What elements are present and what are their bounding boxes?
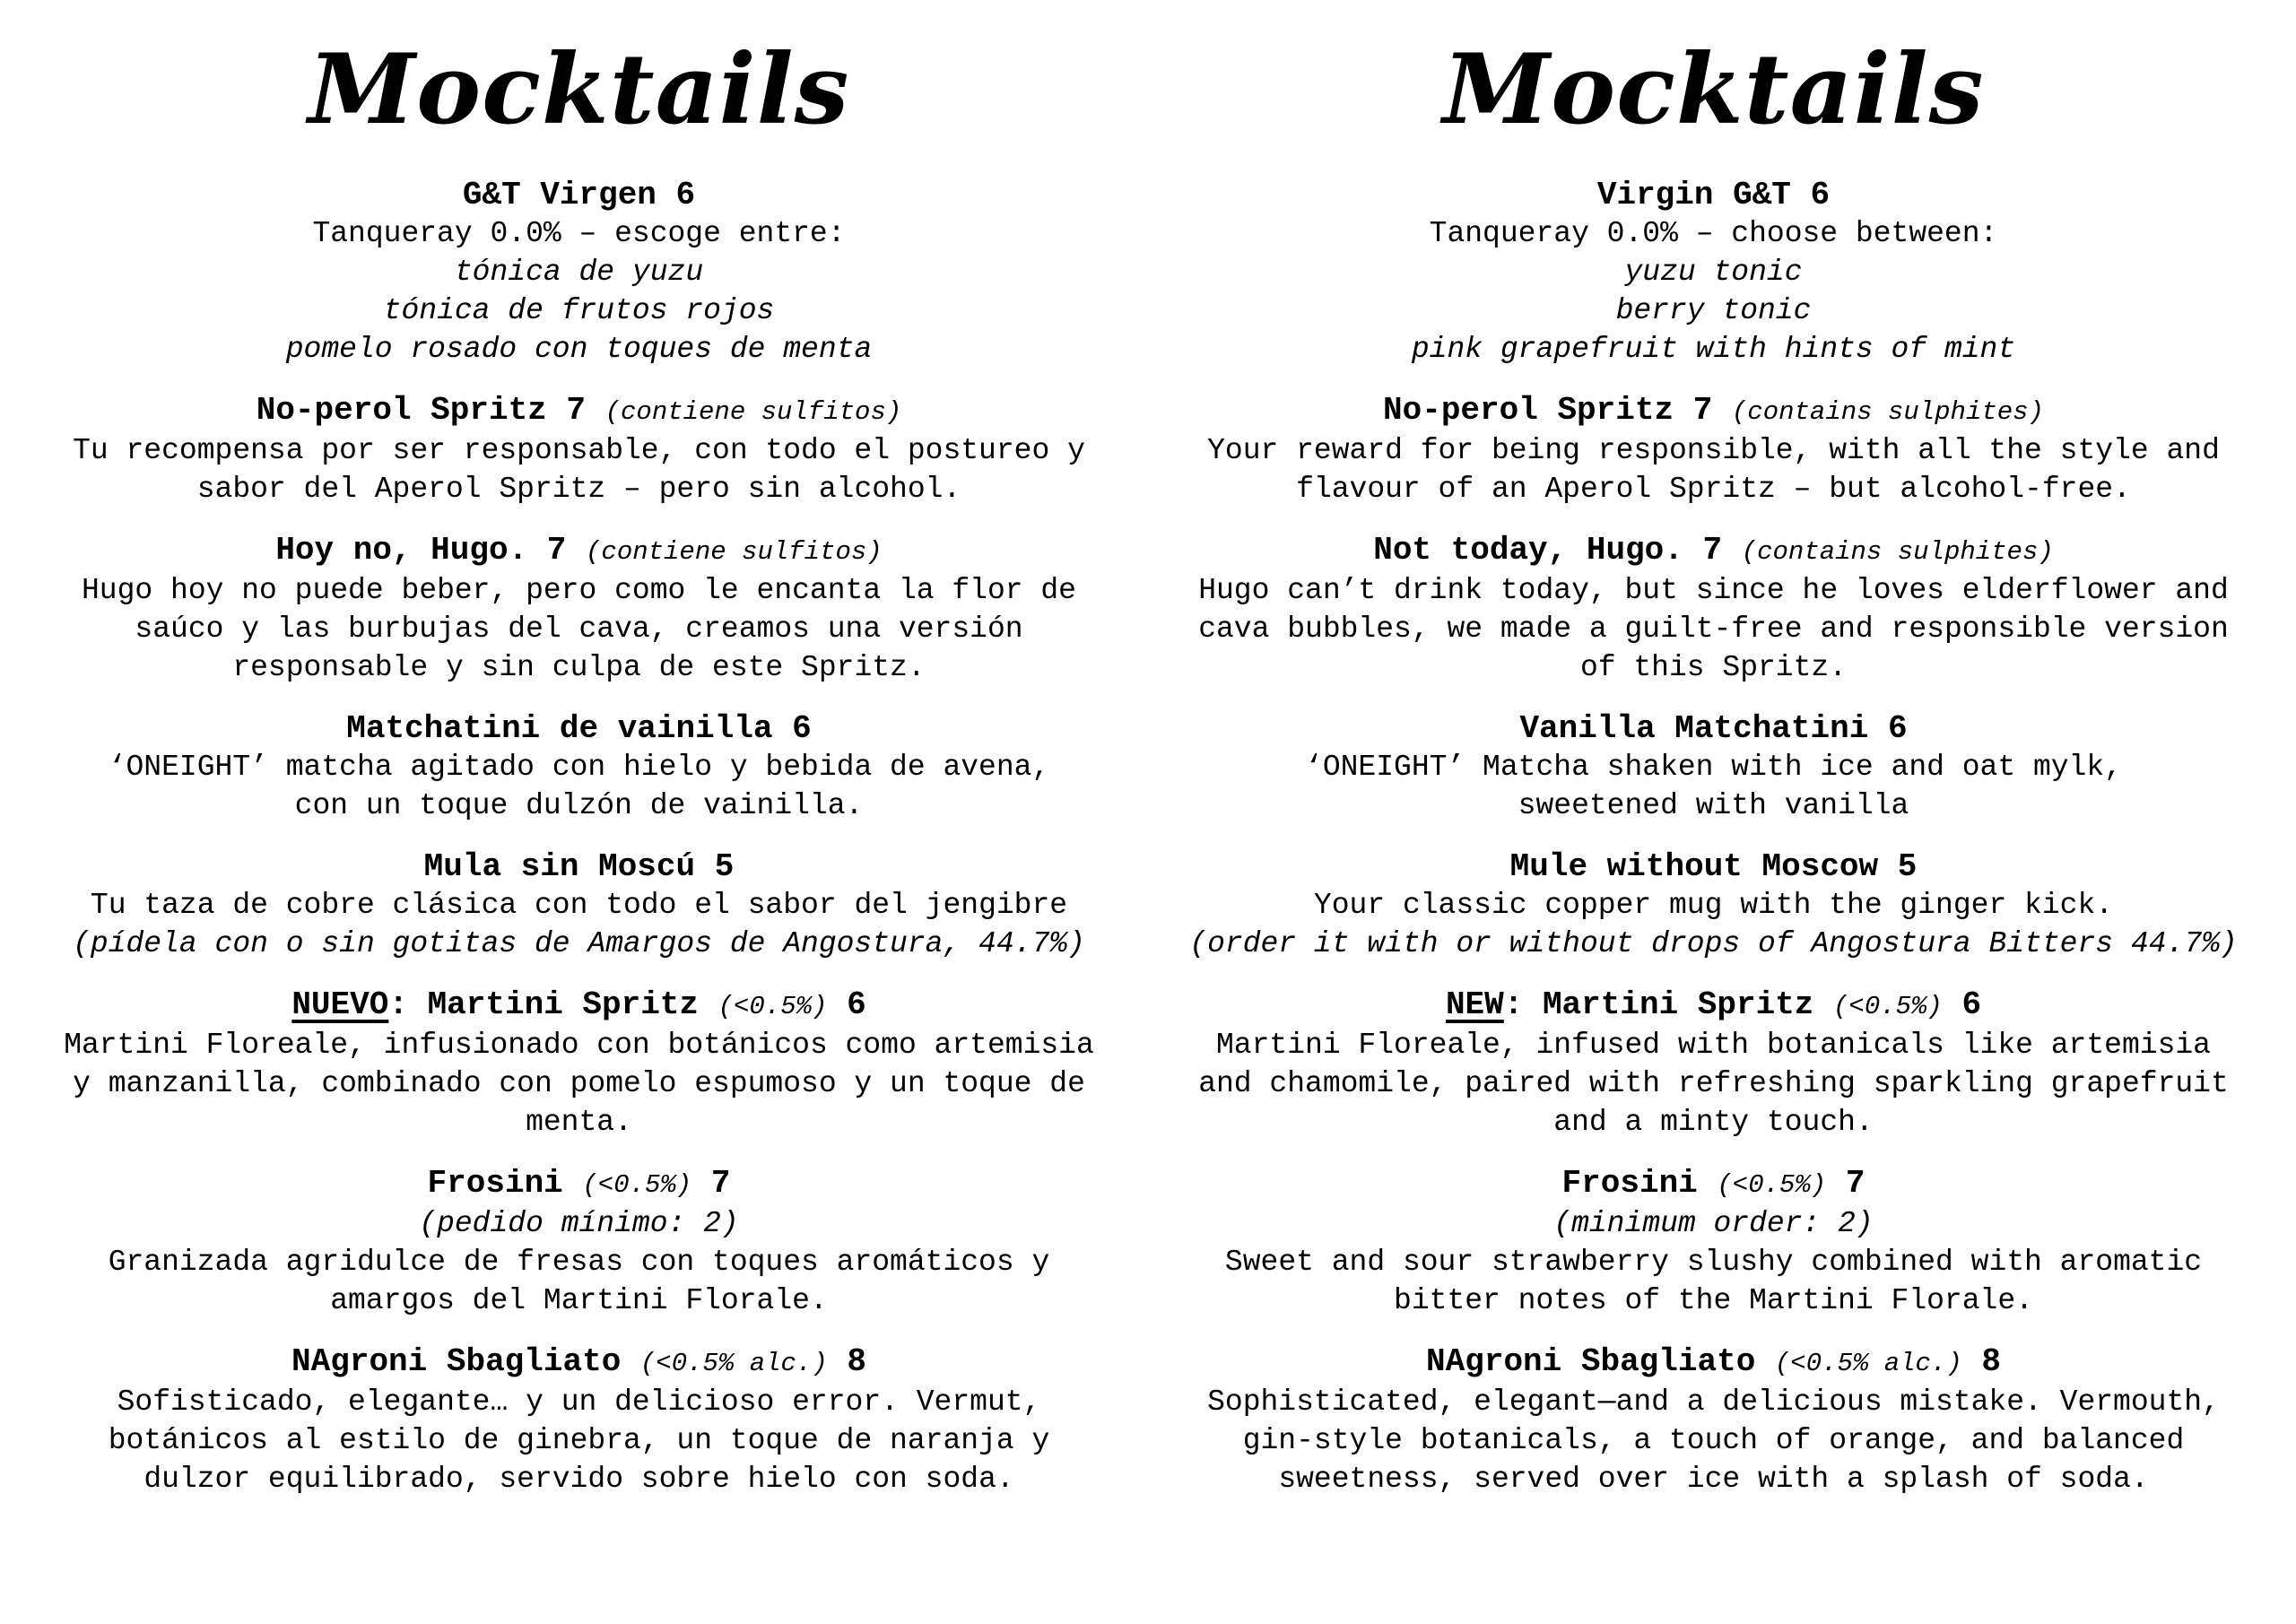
item-note: (contiene sulfitos): [586, 536, 883, 567]
item-name-rest: : Martini Spritz: [388, 986, 700, 1023]
menu-title-english: Mocktails: [1442, 33, 1985, 146]
item-header: [1161, 531, 2266, 571]
item-note: (<0.5%): [1717, 1169, 1827, 1200]
item-desc-line: tónica de frutos rojos: [383, 293, 775, 327]
item-name: Vanilla Matchatini: [1519, 709, 1869, 747]
item-name: No-perol Spritz: [1383, 391, 1674, 429]
item-name: Hoy no, Hugo.: [275, 531, 528, 569]
item-note: (<0.5%): [1833, 991, 1943, 1021]
item-price: 7: [546, 531, 567, 569]
item-note: (contiene sulfitos): [604, 396, 902, 427]
item-price: 6: [1887, 709, 1908, 747]
item-header: [1161, 709, 2266, 748]
item-name: [291, 986, 699, 1023]
item-desc-line: and chamomile, paired with refreshing sparkling grapefruit: [1198, 1066, 2229, 1100]
item-desc-line: cava bubbles, we made a guilt-free and responsible version: [1198, 612, 2229, 646]
item-note: (<0.5% alc.): [639, 1348, 828, 1378]
item-desc-line: saúco y las burbujas del cava, creamos una versión: [135, 612, 1023, 646]
item-desc-line: gin-style botanicals, a touch of orange, and balanced: [1242, 1423, 2185, 1457]
item-desc-line: Sophisticated, elegant—and a delicious mistake. Vermouth,: [1207, 1385, 2220, 1419]
item-desc-line: (order it with or without drops of Angostura Bitters 44.7%): [1189, 926, 2238, 960]
item-note: (contains sulphites): [1741, 536, 2054, 567]
item-desc-line: bitter notes of the Martini Florale.: [1394, 1283, 2033, 1317]
item-note: (<0.5% alc.): [1774, 1348, 1962, 1378]
item-header: [1161, 1164, 2266, 1204]
item-desc-line: dulzor equilibrado, servido sobre hielo con soda.: [144, 1462, 1014, 1496]
menu-item-gt-virgen: [27, 176, 1131, 369]
menu-item-matchatini: [27, 709, 1131, 825]
item-header: [27, 709, 1131, 748]
item-price: 6: [792, 709, 812, 747]
item-price: 8: [1981, 1342, 2001, 1380]
item-header: [27, 1164, 1131, 1204]
menu-item-frosini: [27, 1164, 1131, 1320]
item-name: Mule without Moscow: [1509, 847, 1879, 885]
menu-item-martini-spritz-nuevo: [27, 986, 1131, 1142]
menu-column-spanish: [27, 23, 1131, 1521]
menu-item-nagroni-sbagliato: [1161, 1342, 2266, 1498]
menu-title-spanish: Mocktails: [308, 33, 850, 146]
item-header: [1161, 1342, 2266, 1383]
item-desc-line: yuzu tonic: [1624, 255, 1803, 289]
menu-item-no-perol-spritz: [27, 391, 1131, 508]
item-desc-line: Tu taza de cobre clásica con todo el sabor del jengibre: [90, 888, 1068, 922]
item-desc-line: amargos del Martini Florale.: [330, 1283, 828, 1317]
item-desc-line: (minimum order: 2): [1553, 1206, 1874, 1240]
menu-item-nagroni-sbagliato: [27, 1342, 1131, 1498]
item-header: [1161, 391, 2266, 431]
item-desc-line: Tanqueray 0.0% – escoge entre:: [312, 216, 846, 250]
item-desc-line: Sweet and sour strawberry slushy combined with aromatic: [1224, 1245, 2203, 1279]
item-desc-line: Martini Floreale, infused with botanicals like artemisia: [1216, 1028, 2211, 1062]
item-desc-line: y manzanilla, combinado con pomelo espumoso y un toque de: [73, 1066, 1085, 1100]
item-header: [27, 1342, 1131, 1383]
item-header: [27, 986, 1131, 1026]
item-desc-line: Sofisticado, elegante… y un delicioso error. Vermut,: [117, 1385, 1041, 1419]
item-name: No-perol Spritz: [256, 391, 547, 429]
item-desc-line: and a minty touch.: [1553, 1105, 1874, 1139]
item-name: G&T Virgen: [462, 176, 657, 213]
menu-item-hoy-no-hugo: [27, 531, 1131, 687]
item-desc-line: tónica de yuzu: [454, 255, 704, 289]
item-name: Matchatini de vainilla: [346, 709, 773, 747]
item-header: [27, 531, 1131, 571]
item-desc-line: Martini Floreale, infusionado con botánicos como artemisia: [64, 1028, 1094, 1062]
item-header: [27, 847, 1131, 886]
menu-item-vanilla-matchatini: [1161, 709, 2266, 825]
item-name-new-badge: NEW: [1445, 986, 1504, 1023]
item-desc-line: pomelo rosado con toques de menta: [285, 332, 873, 366]
menu-item-mule-without-moscow: [1161, 847, 2266, 963]
menu-item-not-today-hugo: [1161, 531, 2266, 687]
item-desc-line: con un toque dulzón de vainilla.: [294, 788, 864, 822]
item-desc-line: (pídela con o sin gotitas de Amargos de Angostura, 44.7%): [73, 926, 1085, 960]
item-name: Mula sin Moscú: [423, 847, 696, 885]
item-price: 5: [1897, 847, 1918, 885]
item-price: 8: [847, 1342, 866, 1380]
item-name: [1446, 986, 1813, 1023]
menu-item-mula-sin-moscu: [27, 847, 1131, 963]
menu-item-virgin-gt: [1161, 176, 2266, 369]
item-price: 7: [566, 391, 586, 429]
item-desc-line: (pedido mínimo: 2): [419, 1206, 739, 1240]
item-price: 6: [675, 176, 696, 213]
item-desc-line: Hugo can’t drink today, but since he loves elderflower and: [1198, 573, 2229, 607]
item-price: 6: [1810, 176, 1831, 213]
item-price: 5: [714, 847, 735, 885]
menu-item-no-perol-spritz: [1161, 391, 2266, 508]
item-price: 7: [1845, 1164, 1866, 1202]
item-header: [27, 176, 1131, 214]
item-desc-line: ‘ONEIGHT’ matcha agitado con hielo y bebida de avena,: [108, 750, 1050, 784]
menu-item-frosini: [1161, 1164, 2266, 1320]
item-name: Virgin G&T: [1596, 176, 1791, 213]
item-header: [27, 391, 1131, 431]
item-header: [1161, 847, 2266, 886]
item-desc-line: flavour of an Aperol Spritz – but alcohol-free.: [1296, 472, 2131, 506]
item-desc-line: sweetened with vanilla: [1518, 788, 1909, 822]
item-header: [1161, 986, 2266, 1026]
item-desc-line: sweetness, served over ice with a splash of soda.: [1278, 1462, 2149, 1496]
menu-column-english: [1161, 23, 2266, 1521]
item-desc-line: Tanqueray 0.0% – choose between:: [1429, 216, 1998, 250]
item-header: [1161, 176, 2266, 214]
item-name: Not today, Hugo.: [1373, 531, 1683, 569]
item-note: (contains sulphites): [1731, 396, 2044, 427]
item-desc-line: sabor del Aperol Spritz – pero sin alcohol.: [196, 472, 961, 506]
item-desc-line: of this Spritz.: [1579, 650, 1848, 684]
item-desc-line: Granizada agridulce de fresas con toques aromáticos y: [108, 1245, 1050, 1279]
item-desc-line: responsable y sin culpa de este Spritz.: [232, 650, 926, 684]
item-desc-line: pink grapefruit with hints of mint: [1411, 332, 2016, 366]
item-price: 7: [1702, 531, 1723, 569]
item-name: Frosini: [427, 1164, 563, 1202]
item-price: 7: [710, 1164, 731, 1202]
item-note: (<0.5%): [718, 991, 828, 1021]
item-price: 6: [1961, 986, 1982, 1023]
item-desc-line: botánicos al estilo de ginebra, un toque de naranja y: [108, 1423, 1050, 1457]
item-note: (<0.5%): [582, 1169, 692, 1200]
item-name-rest: : Martini Spritz: [1503, 986, 1814, 1023]
item-desc-line: Tu recompensa por ser responsable, con todo el postureo y: [73, 433, 1085, 467]
item-name-new-badge: NUEVO: [291, 986, 389, 1023]
menu-item-martini-spritz-new: [1161, 986, 2266, 1142]
item-desc-line: Your classic copper mug with the ginger kick.: [1313, 888, 2114, 922]
item-name: Frosini: [1561, 1164, 1698, 1202]
item-desc-line: Hugo hoy no puede beber, pero como le encanta la flor de: [82, 573, 1076, 607]
item-desc-line: menta.: [526, 1105, 632, 1139]
item-price: 6: [847, 986, 866, 1023]
item-name: NAgroni Sbagliato: [1426, 1342, 1756, 1380]
item-name: NAgroni Sbagliato: [291, 1342, 622, 1380]
item-price: 7: [1692, 391, 1713, 429]
item-desc-line: Your reward for being responsible, with all the style and: [1207, 433, 2220, 467]
item-desc-line: berry tonic: [1615, 293, 1812, 327]
item-desc-line: ‘ONEIGHT’ Matcha shaken with ice and oat mylk,: [1305, 750, 2122, 784]
